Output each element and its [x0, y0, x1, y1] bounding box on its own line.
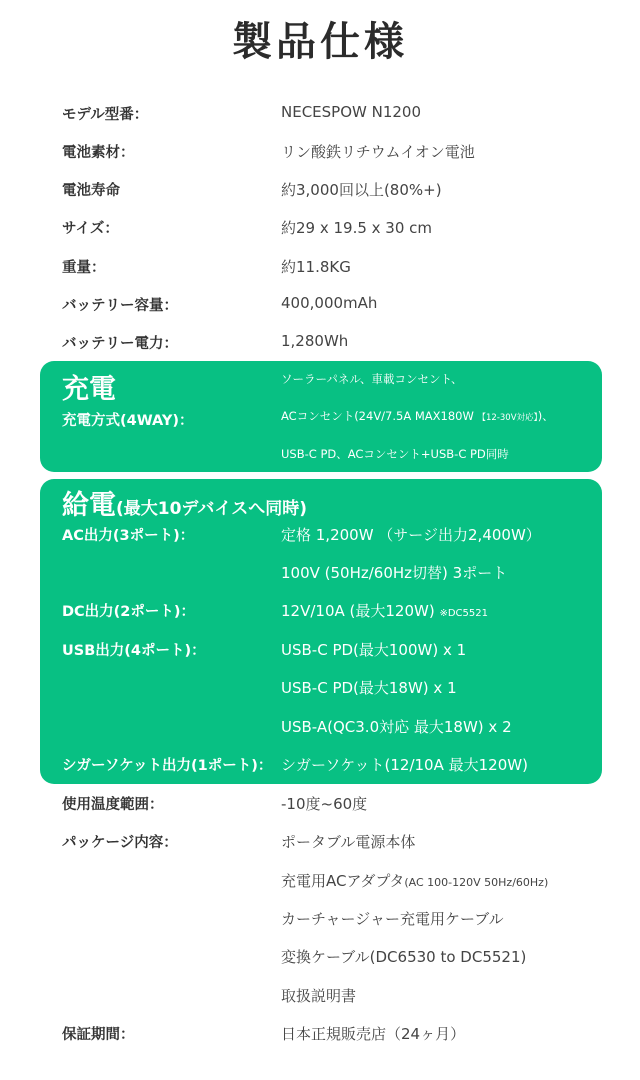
- ac-output-row-2: [0, 562, 640, 590]
- charge-value-2-end: )、: [537, 409, 554, 423]
- spec-label: 電池寿命: [62, 183, 120, 199]
- cigar-output-label: シガーソケット出力(1ポート)：: [62, 758, 273, 774]
- usb-output-row: [0, 639, 640, 667]
- usb-output-value-1: USB-C PD(最大100W) x 1: [281, 641, 467, 659]
- spec-value: 日本正規販売店（24ヶ月）: [281, 1025, 466, 1043]
- dc-output-value: [281, 600, 488, 621]
- cigar-output-value: シガーソケット(12/10A 最大120W): [281, 756, 528, 774]
- charge-line-3: [0, 446, 640, 474]
- spec-row-package: [0, 831, 640, 859]
- spec-row-temperature: [0, 793, 640, 821]
- spec-value: 400,000mAh: [281, 294, 378, 312]
- ac-output-value-2: 100V (50Hz/60Hz切替) 3ポート: [281, 564, 508, 582]
- spec-row-model: [0, 103, 640, 131]
- charge-value-2-main: ACコンセント(24V/7.5A MAX180W: [281, 409, 478, 423]
- spec-value: 約11.8KG: [281, 258, 351, 276]
- usb-output-row-3: [0, 716, 640, 744]
- package-item: 取扱説明書: [281, 987, 357, 1005]
- charge-line-1: [0, 371, 640, 399]
- spec-label: バッテリー電力：: [62, 336, 178, 352]
- package-item-adapter-note: (AC 100-120V 50Hz/60Hz): [404, 876, 549, 889]
- charge-value-3: USB-C PD、ACコンセント+USB-C PD同時: [281, 447, 509, 461]
- ac-output-value-1: 定格 1,200W （サージ出力2,400W）: [281, 526, 541, 544]
- package-item: カーチャージャー充電用ケーブル: [281, 910, 504, 928]
- charge-value-2-note: 【12-30V対応】: [477, 413, 538, 423]
- package-item-adapter: 充電用ACアダプタ: [281, 872, 405, 890]
- package-item: ポータブル電源本体: [281, 833, 416, 851]
- package-row-5: [0, 985, 640, 1013]
- cigar-output-row: [0, 754, 640, 782]
- charge-heading: 充電: [62, 374, 116, 405]
- spec-row-capacity: [0, 294, 640, 322]
- ac-output-row: [0, 524, 640, 552]
- spec-value: -10度~60度: [281, 795, 368, 813]
- dc-output-row: [0, 600, 640, 628]
- spec-label: モデル型番：: [62, 107, 149, 123]
- spec-label: 重量：: [62, 260, 106, 276]
- spec-label: 使用温度範囲：: [62, 797, 164, 813]
- spec-label: サイズ：: [62, 221, 119, 237]
- package-row-2: [0, 870, 640, 898]
- spec-row-battery-material: [0, 141, 640, 169]
- charge-line-2: [0, 408, 640, 436]
- spec-label: バッテリー容量：: [62, 298, 178, 314]
- supply-section: [40, 479, 602, 784]
- dc-output-label: DC出力(2ポート)：: [62, 604, 196, 620]
- charge-value-1: ソーラーパネル、車載コンセント、: [281, 372, 463, 386]
- package-item: [281, 870, 548, 891]
- usb-output-value-2: USB-C PD(最大18W) x 1: [281, 679, 457, 697]
- usb-output-label: USB出力(4ポート)：: [62, 643, 206, 659]
- usb-output-value-3: USB-A(QC3.0対応 最大18W) x 2: [281, 718, 512, 736]
- spec-row-weight: [0, 256, 640, 284]
- package-row-4: [0, 946, 640, 974]
- spec-row-warranty: [0, 1023, 640, 1051]
- charge-value-2: [281, 408, 554, 424]
- charge-method-label: 充電方式(4WAY)：: [62, 413, 194, 429]
- dc-output-value-main: 12V/10A (最大120W): [281, 602, 440, 620]
- spec-label: パッケージ内容：: [62, 835, 178, 851]
- spec-value: NECESPOW N1200: [281, 103, 422, 121]
- dc-output-note: ※DC5521: [439, 608, 488, 619]
- spec-row-power: [0, 332, 640, 360]
- page-title: 製品仕様: [232, 19, 408, 65]
- spec-label: 電池素材：: [62, 145, 135, 161]
- supply-heading-main: 給電: [62, 490, 116, 521]
- spec-value: リン酸鉄リチウムイオン電池: [281, 143, 475, 161]
- supply-heading-sub: (最大10デバイスへ同時): [116, 499, 308, 519]
- spec-row-size: [0, 217, 640, 245]
- spec-value: 1,280Wh: [281, 332, 349, 350]
- ac-output-label: AC出力(3ポート)：: [62, 528, 195, 544]
- spec-row-battery-life: [0, 179, 640, 207]
- charge-section: [40, 361, 602, 472]
- spec-label: 保証期間：: [62, 1027, 135, 1043]
- supply-heading: [62, 483, 307, 522]
- spec-value: 約3,000回以上(80%+): [281, 181, 442, 199]
- spec-value: 約29 x 19.5 x 30 cm: [281, 219, 433, 237]
- package-item: 変換ケーブル(DC6530 to DC5521): [281, 948, 527, 966]
- usb-output-row-2: [0, 677, 640, 705]
- package-row-3: [0, 908, 640, 936]
